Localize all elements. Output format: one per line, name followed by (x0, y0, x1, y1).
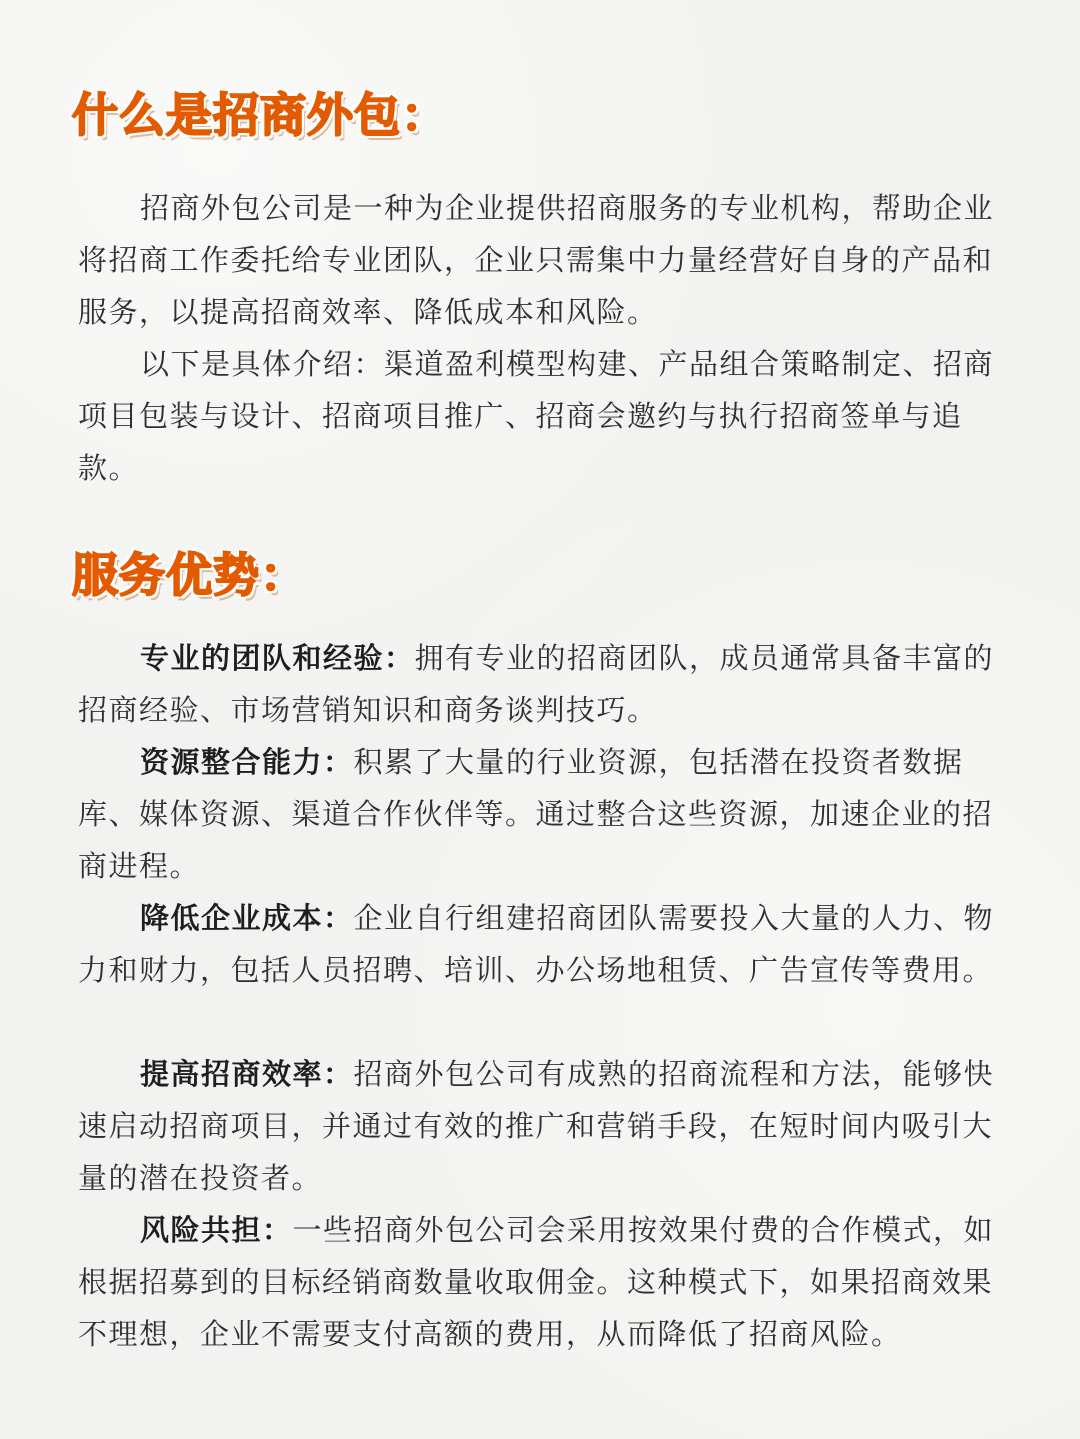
advantage-term: 降低企业成本： (140, 901, 354, 935)
advantage-text: 一些招商外包公司会采用按效果付费的合作模式，如根据招募到的目标经销商数量收取佣金。这种模式下，如果招商效果不理想，企业不需要支付高额的费用，从而降低了招商风险。 (78, 1213, 995, 1351)
advantage-text: 企业自行组建招商团队需要投入大量的人力、物力和财力，包括人员招聘、培训、办公场地租赁、广告宣传等费用。 (78, 901, 995, 987)
advantage-term: 专业的团队和经验： (140, 641, 415, 675)
advantage-item-risk-sharing (78, 1204, 1008, 1360)
advantage-item-cost (78, 892, 1008, 996)
advantage-term: 提高招商效率： (140, 1057, 354, 1091)
advantage-text: 招商外包公司有成熟的招商流程和方法，能够快速启动招商项目，并通过有效的推广和营销手段，在短时间内吸引大量的潜在投资者。 (78, 1057, 995, 1195)
advantage-item-efficiency (78, 1048, 1008, 1204)
section-heading-what-is-outsourcing: 什么是招商外包： (72, 88, 448, 142)
advantage-text: 积累了大量的行业资源，包括潜在投资者数据库、媒体资源、渠道合作伙伴等。通过整合这些资源，加速企业的招商进程。 (78, 745, 994, 883)
intro-paragraph: 招商外包公司是一种为企业提供招商服务的专业机构，帮助企业将招商工作委托给专业团队，企业只需集中力量经营好自身的产品和服务，以提高招商效率、降低成本和风险。 (78, 191, 995, 329)
advantage-term: 资源整合能力： (140, 745, 354, 779)
section-heading-service-advantages: 服务优势： (72, 548, 307, 602)
advantage-text: 拥有专业的招商团队，成员通常具备丰富的招商经验、市场营销知识和商务谈判技巧。 (78, 641, 995, 727)
advantage-term: 风险共担： (140, 1213, 293, 1247)
advantage-item-team (78, 632, 1008, 736)
advantage-item-resources (78, 736, 1008, 892)
details-paragraph: 以下是具体介绍：渠道盈利模型构建、产品组合策略制定、招商项目包装与设计、招商项目推广、招商会邀约与执行招商签单与追款。 (78, 347, 995, 485)
